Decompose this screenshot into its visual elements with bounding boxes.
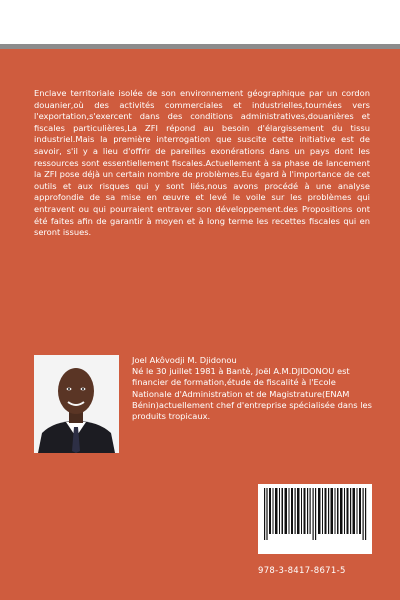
- isbn-number: 978-3-8417-8671-5: [258, 566, 346, 576]
- author-name: Joel Akôvodji M. Djidonou: [132, 355, 237, 365]
- barcode: [258, 484, 372, 554]
- author-bio: Né le 30 juillet 1981 à Bantè, Joël A.M.DJIDONOU est financier de formation,étude de fiscalité à l'Ecole Nationale d'Administration et de Magistrature(ENAM Bénin)actuellement chef d'entreprise spécialisée dans les produits tropicaux.: [132, 366, 372, 422]
- barcode-icon: [262, 488, 368, 540]
- author-info: [132, 355, 372, 422]
- book-blurb: Enclave territoriale isolée de son environnement géographique par un cordon douanier,où des activités commerciales et industrielles,tournées vers l'exportation,s'exercent dans des conditions administratives,douanières et fiscales particulières,La ZFI répond au besoin d'élargissement du tissu industriel.Mais la première interrogation que suscite cette initiative est de savoir, s'il y a lieu d'offrir de pareilles exonérations dans un pays dont les ressources sont essentiellement fiscales.Actuellement à sa phase de lancement la ZFI pose déjà un certain nombre de problèmes.Eu égard à l'importance de cet outils et aux risques qui y sont liés,nous avons procédé à une analyse approfondie de sa mise en œuvre et levé le voile sur les problèmes qui entravent ou qui pourraient entraver son développement.des Propositions ont été faites afin de garantir à moyen et à long terme les recettes fiscales qui en seront issues.: [34, 88, 370, 238]
- top-margin: [0, 0, 400, 44]
- author-portrait-icon: [34, 355, 119, 453]
- author-photo: [34, 355, 119, 453]
